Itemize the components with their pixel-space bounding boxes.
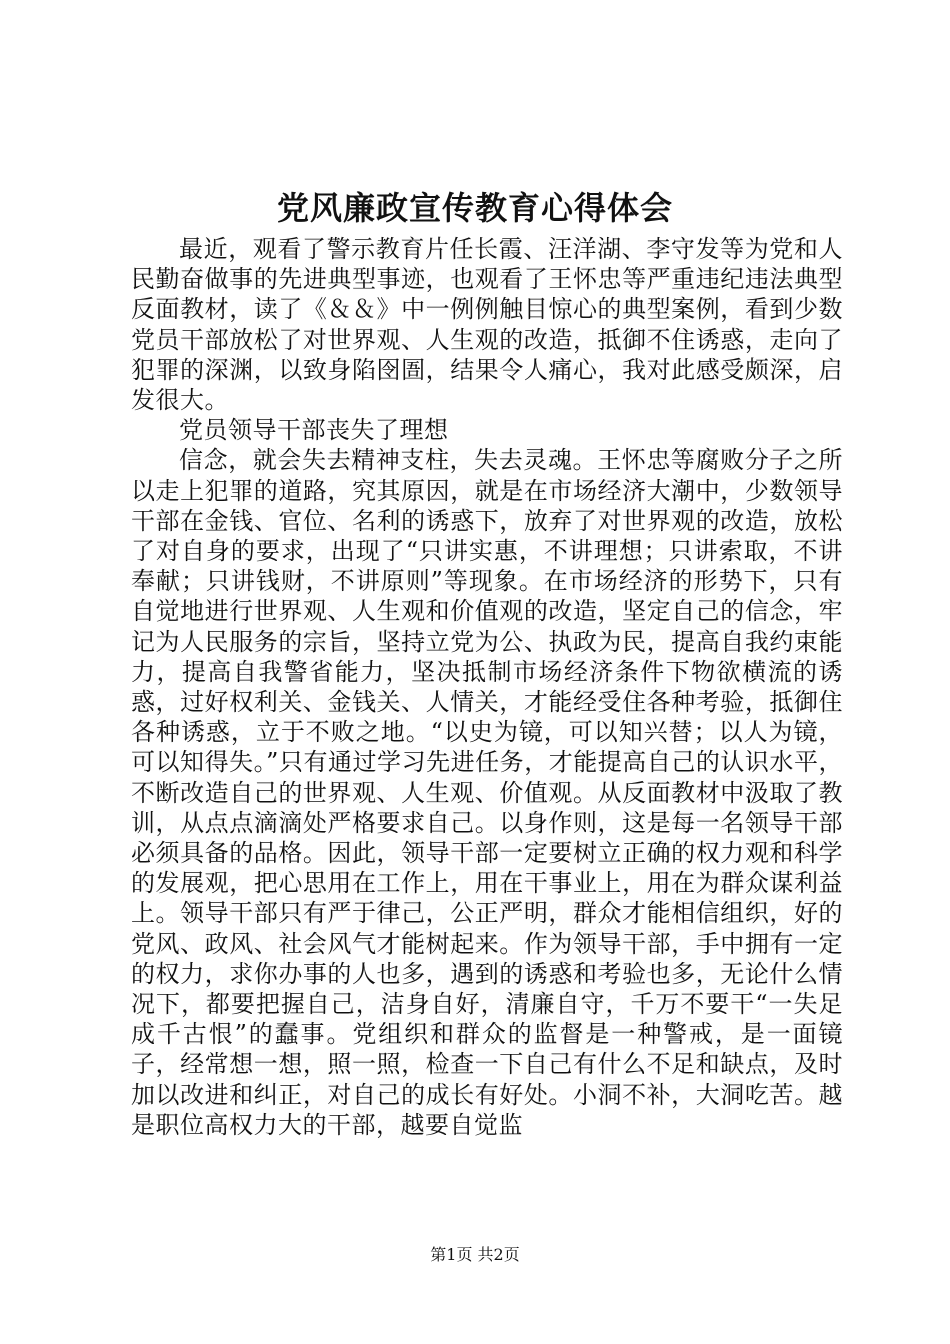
page-number-footer: 第1页 共2页 [430, 1245, 520, 1264]
paragraph: 信念，就会失去精神支柱，失去灵魂。王怀忠等腐败分子之所以走上犯罪的道路，究其原因，就是在市场经济大潮中，少数领导干部在金钱、官位、名利的诱惑下，放弃了对世界观的改造，放松了对自身的要求，出现了“只讲实惠，不讲理想；只讲索取，不讲奉献；只讲钱财，不讲原则”等现象。在市场经济的形势下，只有自觉地进行世界观、人生观和价值观的改造，坚定自己的信念，牢记为人民服务的宗旨，坚持立党为公、执政为民，提高自我约束能力，提高自我警省能力，坚决抵制市场经济条件下物欲横流的诱惑，过好权利关、金钱关、人情关，才能经受住各种考验，抵御住各种诱惑，立于不败之地。“以史为镜，可以知兴替；以人为镜，可以知得失。”只有通过学习先进任务，才能提高自己的认识水平，不断改造自己的世界观、人生观、价值观。从反面教材中汲取了教训，从点点滴滴处严格要求自己。以身作则，这是每一名领导干部必须具备的品格。因此，领导干部一定要树立正确的权力观和科学的发展观，把心思用在工作上，用在干事业上，用在为群众谋利益上。领导干部只有严于律己，公正严明，群众才能相信组织，好的党风、政风、社会风气才能树起来。作为领导干部，手中拥有一定的权力，求你办事的人也多，遇到的诱惑和考验也多，无论什么情况下，都要把握自己，洁身自好，清廉自守，千万不要干“一失足成千古恨”的蠢事。党组织和群众的监督是一种警戒，是一面镜子，经常想一想，照一照，检查一下自己有什么不足和缺点，及时加以改进和纠正，对自己的成长有好处。小洞不补，大洞吃苦。越是职位高权力大的干部，越要自觉监 [131, 446, 843, 1139]
document-body [131, 234, 843, 1140]
paragraph: 最近，观看了警示教育片任长霞、汪洋湖、李守发等为党和人民勤奋做事的先进典型事迹，也观看了王怀忠等严重违纪违法典型反面教材，读了《＆＆》中一例例触目惊心的典型案例，看到少数党员干部放松了对世界观、人生观的改造，抵御不住诱惑，走向了犯罪的深渊，以致身陷囹圄，结果令人痛心，我对此感受颇深，启发很大。 [131, 235, 843, 415]
paragraph: 党员领导干部丧失了理想 [179, 416, 449, 445]
document-title: 党风廉政宣传教育心得体会 [276, 189, 673, 227]
